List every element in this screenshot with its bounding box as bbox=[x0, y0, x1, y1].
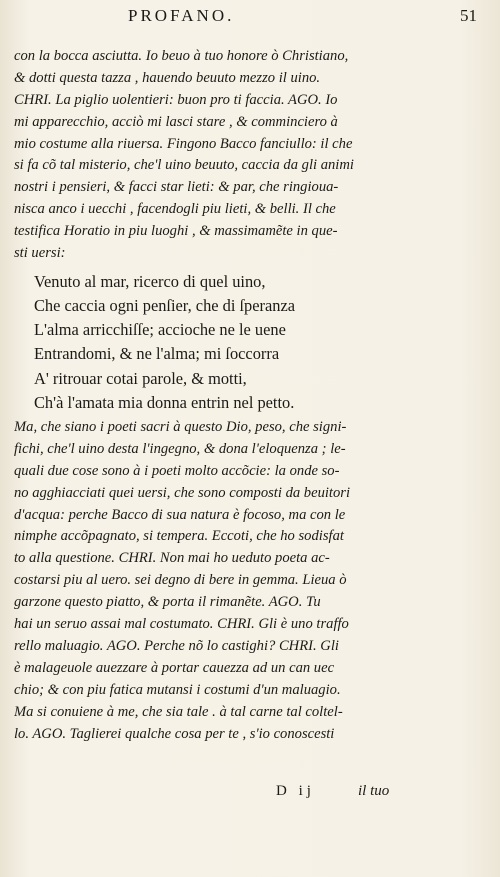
text-line: nimphe accõpagnato, si tempera. Eccoti, che ho sodisfat bbox=[14, 528, 344, 545]
verse-line: Ch'à l'amata mia donna entrin nel petto. bbox=[34, 392, 295, 412]
prose-block-1 bbox=[14, 46, 496, 265]
body-text bbox=[14, 46, 496, 745]
verse-quotation bbox=[14, 270, 496, 415]
catchword: il tuo bbox=[358, 783, 390, 799]
text-line: si fa cõ tal misterio, che'l uino beuuto, caccia da gli animi bbox=[14, 157, 354, 174]
text-line: Ma, che siano i poeti sacri à questo Dio, peso, che signi- bbox=[14, 419, 347, 436]
text-line: lo. AGO. Taglierei qualche cosa per te , s'io conoscesti bbox=[14, 725, 335, 742]
text-line: nisca anco i uecchi , facendogli piu lieti, & belli. Il che bbox=[14, 201, 336, 218]
text-line: to alla questione. CHRI. Non mai ho ueduto poeta ac- bbox=[14, 550, 330, 567]
verse-line: Venuto al mar, ricerco di quel uino, bbox=[34, 271, 266, 291]
text-line: è malageuole auezzare à portar cauezza ad un can uec bbox=[14, 659, 335, 676]
text-line: testifica Horatio in piu luoghi , & massimamẽte in que- bbox=[14, 223, 338, 240]
page-header bbox=[0, 4, 500, 34]
verse-line: Entrandomi, & ne l'alma; mi ſoccorra bbox=[34, 344, 280, 364]
text-line: costarsi piu al uero. sei degno di bere in gemma. Lieua ò bbox=[14, 572, 347, 589]
page-footer bbox=[0, 783, 500, 807]
text-line: sti uersi: bbox=[14, 245, 66, 262]
text-line: fichi, che'l uino desta l'ingegno, & dona l'eloquenza ; le- bbox=[14, 440, 346, 457]
verse-line: Che caccia ogni penſier, che di ſperanza bbox=[34, 296, 296, 316]
text-line: Ma si conuiene à me, che sia tale . à tal carne tal coltel- bbox=[14, 703, 343, 720]
verse-line: A' ritrouar cotai parole, & motti, bbox=[34, 368, 247, 388]
prose-block-2 bbox=[14, 417, 496, 745]
signature-mark: D ij bbox=[276, 783, 315, 799]
verse-line: L'alma arricchiſſe; accioche ne le uene bbox=[34, 320, 286, 340]
text-line: no agghiacciati quei uersi, che sono composti da beuitori bbox=[14, 484, 351, 501]
text-line: mio costume alla riuersa. Fingono Bacco fanciullo: il che bbox=[14, 135, 353, 152]
text-line: nostri i pensieri, & facci star lieti: & par, che ringioua- bbox=[14, 179, 339, 196]
text-line: mi apparecchio, acciò mi lasci stare , & comminciero à bbox=[14, 113, 338, 130]
text-line: hai un seruo assai mal costumato. CHRI. Gli è uno traffo bbox=[14, 616, 349, 633]
text-line: & dotti questa tazza , hauendo beuuto mezzo il uino. bbox=[14, 69, 321, 86]
text-line: rello maluagio. AGO. Perche nõ lo castighi? CHRI. Gli bbox=[14, 637, 339, 654]
page-number: 51 bbox=[460, 6, 477, 25]
text-line: con la bocca asciutta. Io beuo à tuo honore ò Christiano, bbox=[14, 48, 349, 64]
text-line: CHRI. La piglio uolentieri: buon pro ti faccia. AGO. Io bbox=[14, 91, 338, 108]
text-line: d'acqua: perche Bacco di sua natura è focoso, ma con le bbox=[14, 506, 346, 523]
text-line: quali due cose sono à i poeti molto accõcie: la onde so- bbox=[14, 462, 340, 479]
text-line: chio; & con piu fatica mutansi i costumi d'un maluagio. bbox=[14, 681, 341, 698]
running-head: PROFANO. bbox=[128, 6, 235, 25]
text-line: garzone questo piatto, & porta il rimanẽte. AGO. Tu bbox=[14, 594, 321, 611]
